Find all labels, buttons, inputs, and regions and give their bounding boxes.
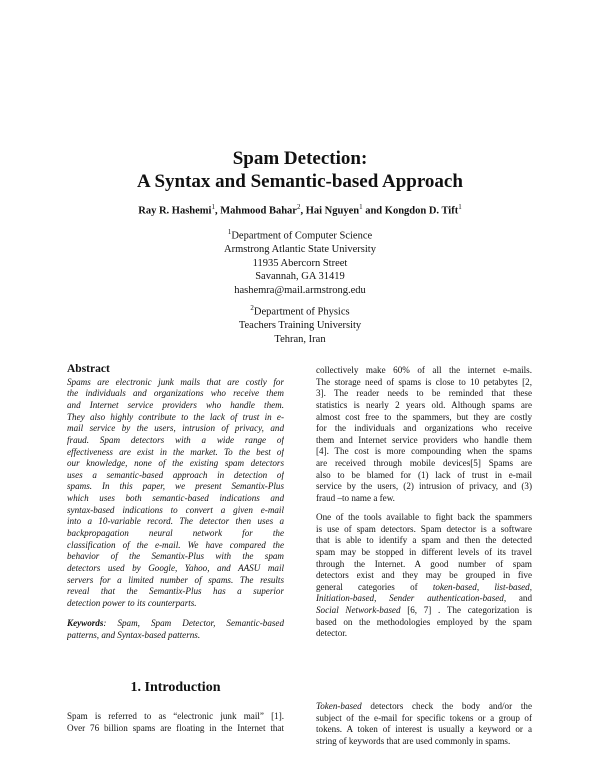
abstract-line: and Internet service providers who handle them. [67,399,284,410]
body-line: 3]. The reader needs to be reminded that these [316,388,532,399]
abstract-line: detectors used by Google, Yahoo, and AASU mail [67,562,284,573]
body-line: Social Network-based [6, 7] . The categorization is [316,605,532,616]
abstract-line: which uses both semantic-based indications and [67,493,284,504]
category-term: Token-based [316,701,362,711]
abstract-line: spams. In this paper, we present Semantix-Plus [67,481,284,492]
abstract-line: the individuals and organizations who receive them [67,388,284,399]
body-line: string of keywords that are used commonly in spams. [316,735,511,746]
author-affiliation-mark: 1 [359,203,363,211]
keywords-block [67,618,284,641]
intro-paragraph [67,711,284,734]
body-line: almost cost free to the spammers, but they are costly [316,411,532,422]
category-term: token-based [432,581,477,592]
paper-title-line1: Spam Detection: [232,148,368,169]
abstract-line: servers for a limited number of spams. The results [67,574,284,585]
body-line: through the Internet. A good number of spam [316,558,532,569]
abstract-line: effectiveness are exist in the market. To the best of [67,446,284,457]
affiliation-dept: Department of Computer Science [231,230,373,242]
abstract-line: They also highly contribute to the lack of trust in e- [67,411,284,422]
affiliation-street: 11935 Abercorn Street [252,257,348,269]
body-line: general categories of token-based, list-based, [316,581,532,592]
body-line: tokens. A token of interest is usually a keyword or a [316,724,532,735]
section-heading-introduction: 1. Introduction [130,680,221,695]
keywords-text: patterns, and Syntax-based patterns. [67,629,201,640]
abstract-line: uses a semantic-based approach in detection of [67,469,284,480]
body-line: detector. [316,628,348,639]
abstract-line: behavior of the Semantix-Plus with the spam [67,551,284,562]
affiliation-email: hashemra@mail.armstrong.edu [234,284,366,296]
body-line: subject of the e-mail for specific tokens or a group of [316,712,532,723]
abstract-block [67,364,284,609]
abstract-line: into a 10-variable record. The detector then uses a [67,516,284,527]
body-line: Token-based detectors check the body and/or the [316,701,532,711]
body-line: are received through mobile devices[5] Spams are [316,458,532,469]
author-separator: , [300,205,306,217]
abstract-line: syntax-based indications to convert a given e-mail [67,504,284,515]
category-term: list-based [494,581,530,592]
right-paragraph-2 [316,512,532,640]
abstract-line: mail service by the users, intrusion of privacy, and [67,423,284,434]
body-line: The storage need of spams is close to 10 petabytes [2, [316,376,532,387]
abstract-line: classification of the e-mail. We have compared the [67,539,284,550]
author-separator: and [362,205,385,217]
affiliation-2 [0,302,600,346]
body-line: collectively make 60% of all the internet e-mails. [316,365,532,375]
intro-line: Spam is referred to as “electronic junk mail” [1]. [67,711,284,721]
abstract-body [67,377,284,610]
body-line: service by the users, (2) intrusion of privacy, and (3) [316,481,532,492]
abstract-line: reveal that the Semantix-Plus has a superior [67,586,284,597]
affiliation-university: Armstrong Atlantic State University [224,244,376,256]
body-line: based on the methodologies employed by the spam [316,616,532,627]
body-line: fraud –to name a few. [316,493,395,504]
abstract-line: Spams are electronic junk mails that are costly for [67,376,284,387]
affiliation-mark: 1 [227,228,232,236]
right-paragraph-1 [316,365,532,505]
body-line: is use of spam detectors. Spam detector is a software [316,523,532,534]
affiliation-university: Teachers Training University [238,320,362,332]
category-term: Social Network-based [316,605,401,616]
abstract-heading: Abstract [67,363,110,375]
intro-line: Over 76 billion spams are floating in the Internet that [67,722,284,733]
affiliation-dept: Department of Physics [253,306,350,318]
abstract-line: detection power to its counterparts. [67,597,197,608]
body-line: detectors exist and they may be grouped in five [316,570,532,581]
author-name: Mahmood Bahar [220,205,297,217]
abstract-line: fraud. Spam detectors with a wide range of [67,434,284,445]
category-term: Sender authentication-based [389,593,504,604]
body-line: One of the tools available to fight back the spammers [316,512,532,522]
body-line: them and Internet service providers who handle them [316,434,532,445]
body-line: statistics is nearly 2 years old. Although spams are [316,399,532,410]
abstract-line: our knowledge, none of the existing spam detectors [67,458,284,469]
keywords-label: Keywords [67,618,104,628]
affiliation-1 [0,226,600,297]
author-affiliation-mark: 1 [458,203,462,211]
author-separator: , [214,205,221,217]
body-line: Initiation-based, Sender authentication-based, and [316,593,532,604]
affiliation-city: Savannah, GA 31419 [255,271,345,283]
affiliation-city: Tehran, Iran [274,333,326,345]
author-name: Hai Nguyen [305,205,360,217]
right-paragraph-3 [316,701,532,748]
body-line: [4]. The cost is more compounding when the spams [316,446,532,457]
author-affiliation-mark: 1 [211,203,215,211]
author-name: Ray R. Hashemi [138,205,212,217]
keywords-text: : Spam, Spam Detector, Semantic-based [103,618,284,628]
body-line: also to be blamed for (1) lack of trust in e-mail [316,469,532,480]
category-term: Initiation-based [316,593,375,604]
author-name: Kongdon D. Tift [384,205,459,217]
paper-title-line2: A Syntax and Semantic-based Approach [137,171,463,192]
body-line: that is able to identify a spam and then the detected [316,535,532,546]
abstract-line: backpropagation neural network for the [67,527,284,538]
body-line: for the individuals and organizations who receive [316,423,532,434]
body-line: spam may be stopped in different levels of its travel [316,546,532,557]
author-list [0,203,600,217]
author-affiliation-mark: 2 [296,203,301,211]
affiliation-mark: 2 [250,304,254,312]
